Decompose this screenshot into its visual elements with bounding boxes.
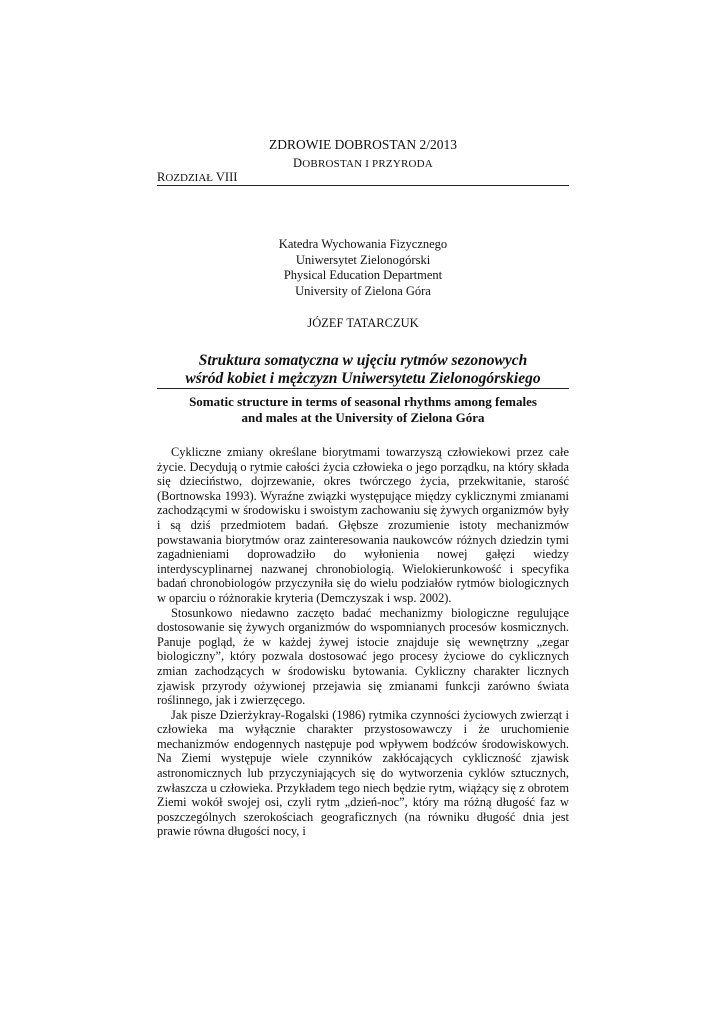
title-polish [157, 352, 569, 388]
affiliation-line: Katedra Wychowania Fizycznego [278, 237, 448, 251]
section-header-initial: D [293, 156, 303, 170]
title-english [157, 394, 569, 426]
paragraph: Jak pisze Dzierżykray-Rogalski (1986) rytmika czynności życiowych zwierząt i człowieka ma wyłącznie charakter przystosowawczy i że uruchomienie mechanizmów endogennych następuje pod wpływem bodźców środowiskowych. Na Ziemi występuje wiele czynników zakłócających cykliczność zjawisk astronomicznych lub przyczyniających się do wytworzenia cyklów sztucznych, zwłaszcza u człowieka. Przykładem tego niech będzie rytm, wiążący się z obrotem Ziemi wokół swojej osi, czyli rytm „dzień-noc”, który ma różną długość faz w poszczególnych szerokościach geograficznych (na równiku długość dnia jest prawie równa długości nocy, i [157, 707, 569, 839]
section-header-rest: OBROSTAN I PRZYRODA [302, 158, 433, 170]
title-english-line: Somatic structure in terms of seasonal rhythms among females [189, 394, 537, 409]
title-english-line: and males at the University of Zielona Góra [241, 410, 485, 425]
author-name: JÓZEF TATARCZUK [307, 316, 419, 330]
affiliation-block [157, 237, 569, 299]
body-text [157, 445, 569, 839]
title-rule [157, 388, 569, 389]
title-polish-line: wśród kobiet i mężczyzn Uniwersytetu Zielonogórskiego [185, 370, 541, 387]
affiliation-line: Uniwersytet Zielonogórski [295, 252, 431, 267]
header-rule [157, 185, 569, 186]
paragraph: Stosunkowo niedawno zaczęto badać mechanizmy biologiczne regulujące dostosowanie się żywych organizmów do wspomnianych procesów kosmicznych. Panuje pogląd, że w każdej żywej istocie znajduje się wewnętrzny „zegar biologiczny”, który pozwala dostosować jego procesy życiowe do cyklicznych zmian zachodzących w środowisku bytowania. Cykliczny charakter licznych zjawisk przyrody ożywionej przejawia się zmianami funkcji zarówno świata roślinnego, jak i zwierzęcego. [157, 605, 569, 708]
affiliation-line: Physical Education Department [283, 268, 443, 282]
chapter-number: VIII [213, 170, 238, 184]
section-header [157, 156, 569, 171]
chapter-label-initial: R [157, 170, 166, 184]
title-polish-line: Struktura somatyczna w ujęciu rytmów sezonowych [198, 352, 528, 369]
paragraph: Cykliczne zmiany określane biorytmami towarzyszą człowiekowi przez całe życie. Decydują o rytmie całości życia człowieka o jego porządku, na który składa się dzieciństwo, dojrzewanie, okres twórczego życia, przekwitanie, starość (Bortnowska 1993). Wyraźne związki występujące między cyklicznymi zmianami zachodzącymi w środowisku i swoistym zachowaniu się żywych organizmów były i są dziś przedmiotem badań. Głębsze zrozumienie istoty mechanizmów powstawania biorytmów oraz zainteresowania naukowców różnych dziedzin tymi zagadnieniami doprowadziło do wyłonienia nowej gałęzi wiedzy interdyscyplinarnej nazwanej chronobiologią. Wielokierunkowość i specyfika badań chronobiologów przyczyniła się do wielu podziałów rytmów biologicznych w oparciu o różnorakie kryteria (Demczyszak i wsp. 2002). [157, 445, 569, 605]
chapter-label [157, 170, 237, 185]
chapter-label-rest: OZDZIAŁ [165, 172, 213, 184]
journal-header: ZDROWIE DOBROSTAN 2/2013 [269, 137, 457, 152]
affiliation-line: University of Zielona Góra [295, 283, 431, 298]
